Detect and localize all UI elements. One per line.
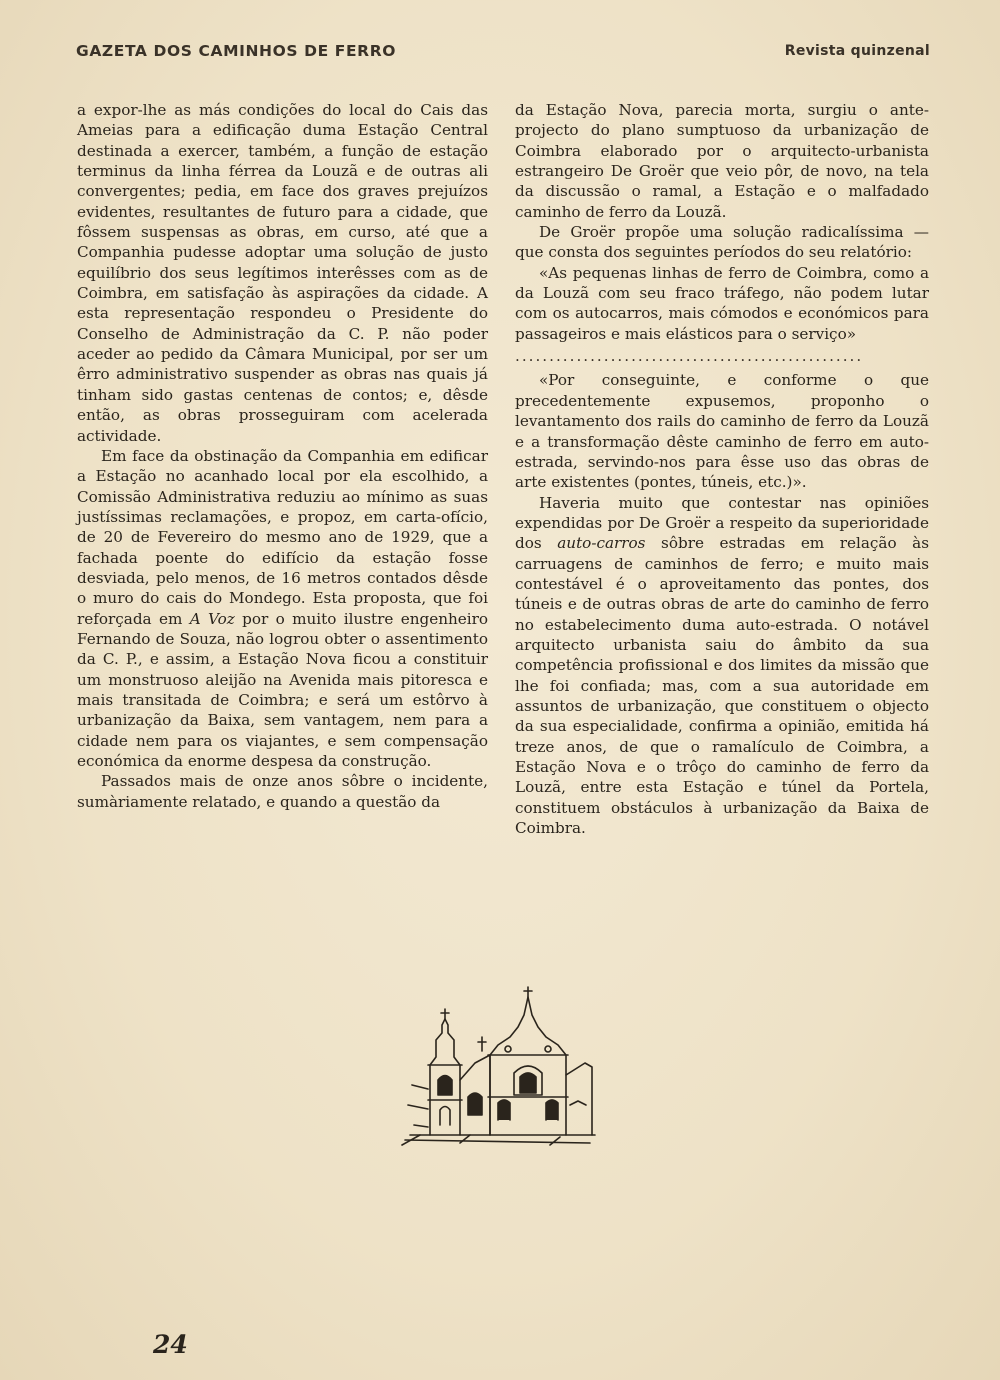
page-number: 24 [153,1330,188,1359]
paragraph: De Groër propõe uma solução radicalíssima — que consta dos seguintes períodos do seu relatório: [515,223,929,262]
text-run: Em face da obstinação da Companhia em edificar a Estação no acanhado local por ela escolhido, a Comissão Administrativa reduziu ao mínimo as suas justíssimas reclamações, e propoz, em carta-ofício, de 20 de Fevereiro do mesmo ano de 1929, que a fachada poente do edifício da estação fosse desviada, pelo menos, de 16 metros contados dêsde o muro do cais do Mondego. Esta proposta, que foi reforçada em [77,446,488,628]
paragraph: da Estação Nova, parecia morta, surgiu o ante-projecto do plano sumptuoso da urbanização de Coimbra elaborado por o arquitecto-urbanista estrangeiro De Groër que veio pôr, de novo, na tela da discussão o ramal, a Estação e o malfadado caminho de ferro da Louzã. [515,101,929,221]
quotation: «As pequenas linhas de ferro de Coimbra, como a da Louzã com seu fraco tráfego, não podem lutar com os autocarros, mais cómodos e económicos para passageiros e mais elásticos para o serviço» [515,263,929,343]
right-column [515,100,929,838]
text-run: Haveria muito que contestar nas opiniões expendidas por De Groër a respeito da superioridade dos [515,493,929,553]
paragraph [77,446,488,772]
church-towers-engraving-icon [400,985,600,1147]
paragraph: a expor-lhe as más condições do local do Cais das Ameias para a edificação duma Estação Central destinada a exercer, também, a função de estação terminus da linha férrea da Louzã e de outras ali convergentes; pedia, em face dos graves prejuízos evidentes, resultantes de futuro para a cidade, que fôssem suspensas as obras, em curso, até que a Companhia pudesse adoptar uma solução de justo equilíbrio dos seus legítimos interêsses com as de Coimbra, em satisfação às aspirações da cidade. A esta representação respondeu o Presidente do Conselho de Administração da C. P. não poder aceder ao pedido da Câmara Municipal, por ser um êrro administrativo suspender as obras nas quais já tinham sido gastas centenas de contos; e, dêsde então, as obras prosseguiram com acelerada actividade. [77,101,488,445]
text-run: por o muito ilustre engenheiro Fernando de Souza, não logrou obter o assentimento da C. P., e assim, a Estação Nova ficou a constituir um monstruoso aleijão na Avenida mais pitoresca e mais transitada de Coimbra; e será um estôrvo à urbanização da Baixa, sem vantagem, nem para a cidade nem para os viajantes, e sem compensação económica da enorme despesa da construção. [77,609,489,770]
journal-title: GAZETA DOS CAMINHOS DE FERRO [76,42,397,60]
journal-subtitle: Revista quinzenal [784,43,930,59]
text-run: sôbre estradas em relação às carruagens de caminhos de ferro; e muito mais contestável é o aproveitamento das pontes, dos túneis e de outras obras de arte do caminho de ferro no estabelecimento duma auto-estrada. O notável arquitecto urbanista saiu do âmbito da sua competência profissional e dos limites da missão que lhe foi confiada; mas, com a sua autoridade em assuntos de urbanização, que constituem o objecto da sua especialidade, confirma a opinião, emitida há treze anos, de que o ramalículo de Coimbra, a Estação Nova e o trôço do caminho de ferro da Louzã, entre esta Estação e túnel da Portela, constituem obstáculos à urbanização da Baixa de Coimbra. [515,534,930,838]
running-header [76,40,930,66]
paragraph [515,493,929,839]
emphasis-term: auto-carros [557,534,646,553]
quotation: «Por conseguinte, e conforme o que precedentemente expusemos, proponho o levantamento dos rails do caminho de ferro da Louzã e a transformação dêste caminho de ferro em auto-estrada, servindo-nos para êsse uso das obras de arte existentes (pontes, túneis, etc.)». [515,371,929,492]
newspaper-name: A Voz [189,609,235,628]
left-column [77,100,488,812]
ellipsis-divider: ................................................... [515,347,864,366]
paragraph: Passados mais de onze anos sôbre o incidente, sumàriamente relatado, e quando a questão da [77,772,488,811]
